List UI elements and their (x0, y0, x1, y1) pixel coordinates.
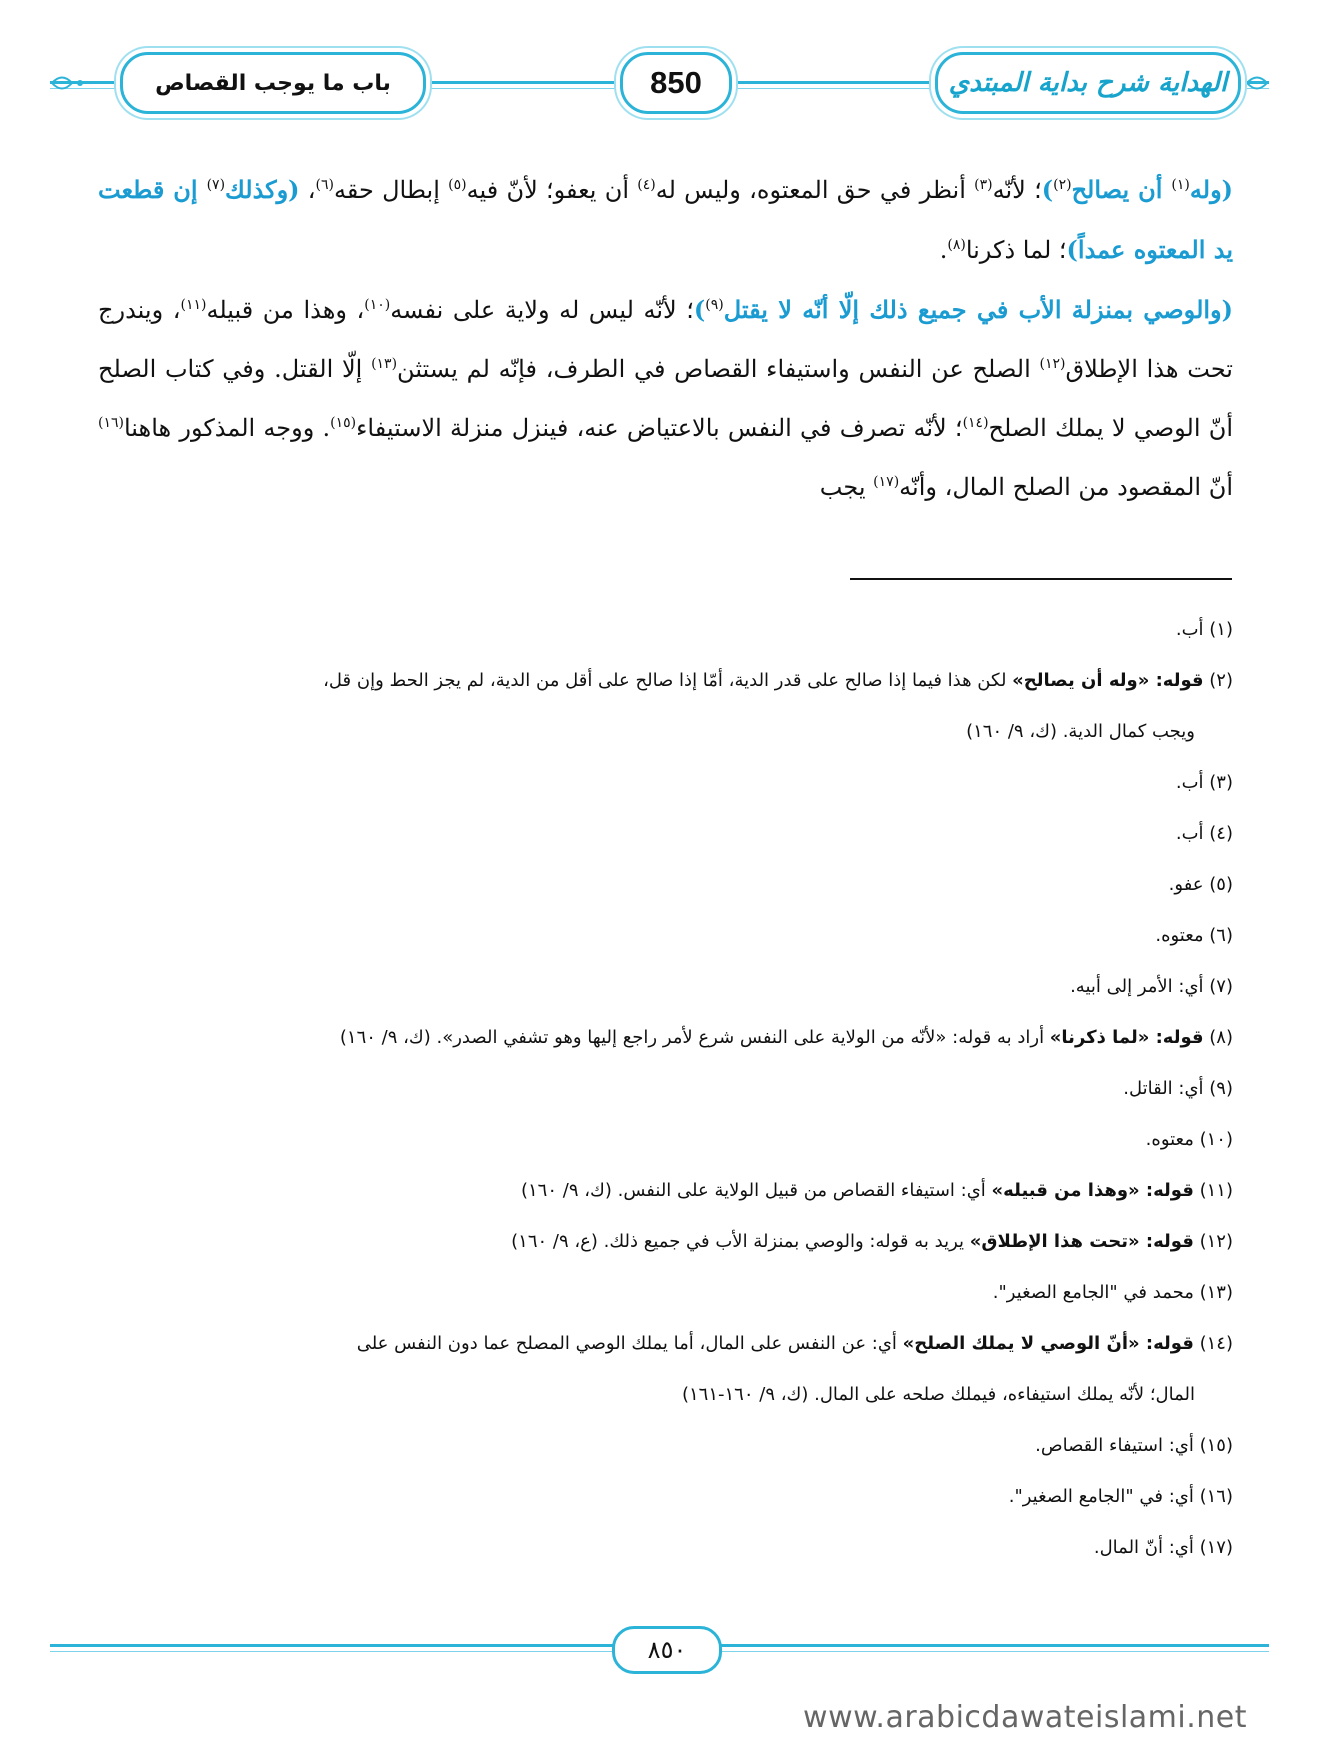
sharh-text: إبطال حقه (334, 176, 449, 204)
footnote-11 (95, 1165, 1233, 1216)
footnote-3: (٣) أب. (1175, 772, 1233, 793)
footnote-text: أي: استيفاء القصاص من قبيل الولاية على النفس. (ك، ٩/ ١٦٠) (520, 1180, 992, 1201)
paragraph-2 (98, 280, 1233, 517)
footnote-separator (850, 578, 1232, 580)
footnote-15: (١٥) أي: استيفاء القصاص. (1035, 1435, 1233, 1456)
matn-quote: ) (1041, 175, 1054, 204)
matn-quote: إن قطعت يد المعتوه عمداً) (98, 175, 1233, 264)
website-watermark: www.arabicdawateislami.net (803, 1700, 1247, 1735)
footnote-ref: (٨) (947, 237, 966, 253)
footnote-ref: (١٥) (330, 415, 357, 431)
footnote-17: (١٧) أي: أنّ المال. (1093, 1537, 1233, 1558)
footnote-2 (95, 655, 1233, 757)
footnote-number: (١٢) (1193, 1231, 1233, 1252)
footnote-lemma: قوله: «وله أن يصالح» (1012, 670, 1204, 691)
matn-quote: (وله (1189, 175, 1234, 204)
footnote-text: لكن هذا فيما إذا صالح على قدر الدية، أمّا إذا صالح على أقل من الدية، لم يجز الحط وإن قل، (323, 670, 1013, 691)
page-footer (50, 1622, 1269, 1672)
sharh-text: ؛ لأنّه ليس له ولاية على نفسه (390, 296, 694, 324)
footnote-lemma: قوله: «أنّ الوصي لا يملك الصلح» (902, 1333, 1194, 1354)
footnote-number: (٨) (1203, 1027, 1233, 1048)
footnote-14 (95, 1318, 1233, 1420)
footnote-ref: (١٠) (364, 297, 391, 313)
footnote-text: أراد به قوله: «لأنّه من الولاية على النفس شرع لأمر راجع إليها وهو تشفي الصدر». (ك، ٩/ ١٦٠) (339, 1027, 1050, 1048)
footnote-1: (١) أب. (1175, 619, 1233, 640)
footnote-4: (٤) أب. (1175, 823, 1233, 844)
footer-page-number: ٨٥٠ (647, 1636, 687, 1664)
footnote-12 (95, 1216, 1233, 1267)
chapter-title: باب ما يوجب القصاص (155, 70, 391, 96)
footnote-ref: (٩) (705, 297, 724, 313)
footnote-8 (95, 1012, 1233, 1063)
footnote-text: يريد به قوله: والوصي بمنزلة الأب في جميع ذلك. (ع، ٩/ ١٦٠) (511, 1231, 970, 1252)
sharh-text: . (939, 236, 948, 264)
footnote-lemma: قوله: «وهذا من قبيله» (991, 1180, 1194, 1201)
footnote-ref: (١٢) (1039, 356, 1066, 372)
footnote-continuation: المال؛ لأنّه يملك استيفاءه، فيملك صلحه على المال. (ك، ٩/ ١٦٠-١٦١) (681, 1384, 1195, 1405)
sharh-text: إلّا القتل. وفي كتاب الصلح أنّ الوصي لا يملك الصلح (98, 355, 1234, 442)
footnote-ref: (٧) (206, 177, 226, 193)
book-title: الهداية شرح بداية المبتدي (948, 68, 1228, 98)
footnote-text: أي: عن النفس على المال، أما يملك الوصي المصلح عما دون النفس على (356, 1333, 903, 1354)
sharh-text: ، وهذا من قبيله (206, 296, 365, 324)
footnote-lemma: قوله: «تحت هذا الإطلاق» (969, 1231, 1194, 1252)
matn-quote: (والوصي بمنزلة الأب في جميع ذلك إلّا أنّه لا يقتل (723, 295, 1233, 324)
footnote-10: (١٠) معتوه. (1145, 1129, 1233, 1150)
sharh-text: ، ويندرج تحت هذا الإطلاق (98, 296, 1233, 383)
footnote-ref: (١٧) (873, 474, 900, 490)
footnote-13: (١٣) محمد في "الجامع الصغير". (992, 1282, 1233, 1303)
footnote-ref: (٢) (1053, 177, 1072, 193)
sharh-text: ، (299, 176, 316, 204)
main-text (98, 160, 1233, 517)
sharh-text: يجب (819, 473, 874, 501)
footnote-9: (٩) أي: القاتل. (1123, 1078, 1233, 1099)
left-ornament-icon (50, 72, 90, 94)
sharh-text: ؛ لما ذكرنا (965, 236, 1067, 264)
footnote-number: (١١) (1193, 1180, 1233, 1201)
footnote-ref: (٥) (448, 177, 467, 193)
matn-quote: أن يصالح (1071, 175, 1172, 204)
sharh-text: أنّ المقصود من الصلح المال، وأنّه (899, 473, 1233, 501)
footnote-ref: (١١) (180, 297, 207, 313)
footnote-number: (٢) (1203, 670, 1233, 691)
book-title-box (935, 52, 1241, 114)
footnote-ref: (١) (1171, 177, 1190, 193)
page-number-box (620, 52, 732, 114)
sharh-text: . ووجه المذكور هاهنا (123, 414, 331, 442)
chapter-title-box (120, 52, 426, 114)
matn-quote: ) (693, 295, 706, 324)
footer-page-number-box (612, 1626, 722, 1674)
page-header (50, 42, 1269, 122)
sharh-text: أنظر في حق المعتوه، وليس له (655, 176, 975, 204)
footnote-number: (١٤) (1193, 1333, 1233, 1354)
footnote-ref: (٣) (974, 177, 993, 193)
footnote-5: (٥) عفو. (1168, 874, 1233, 895)
footnote-lemma: قوله: «لما ذكرنا» (1049, 1027, 1204, 1048)
footnote-7: (٧) أي: الأمر إلى أبيه. (1070, 976, 1233, 997)
footnotes (95, 604, 1233, 1573)
page-number: 850 (650, 65, 702, 100)
sharh-text: ؛ لأنّه تصرف في النفس بالاعتياض عنه، فينزل منزلة الاستيفاء (356, 414, 963, 442)
footnote-6: (٦) معتوه. (1155, 925, 1233, 946)
footnote-ref: (٦) (315, 177, 335, 193)
footnote-ref: (١٣) (371, 356, 398, 372)
matn-quote: (وكذلك (225, 175, 300, 204)
sharh-text: ؛ لأنّه (992, 176, 1042, 204)
footnote-ref: (٤) (637, 177, 656, 193)
footnote-continuation: ويجب كمال الدية. (ك، ٩/ ١٦٠) (966, 721, 1195, 742)
footnote-ref: (١٤) (962, 415, 989, 431)
footnote-16: (١٦) أي: في "الجامع الصغير". (1008, 1486, 1233, 1507)
footnote-ref: (١٦) (98, 415, 124, 431)
sharh-text: الصلح عن النفس واستيفاء القصاص في الطرف، فإنّه لم يستثن (397, 355, 1040, 383)
sharh-text: أن يعفو؛ لأنّ فيه (466, 176, 638, 204)
paragraph-1 (98, 160, 1233, 280)
